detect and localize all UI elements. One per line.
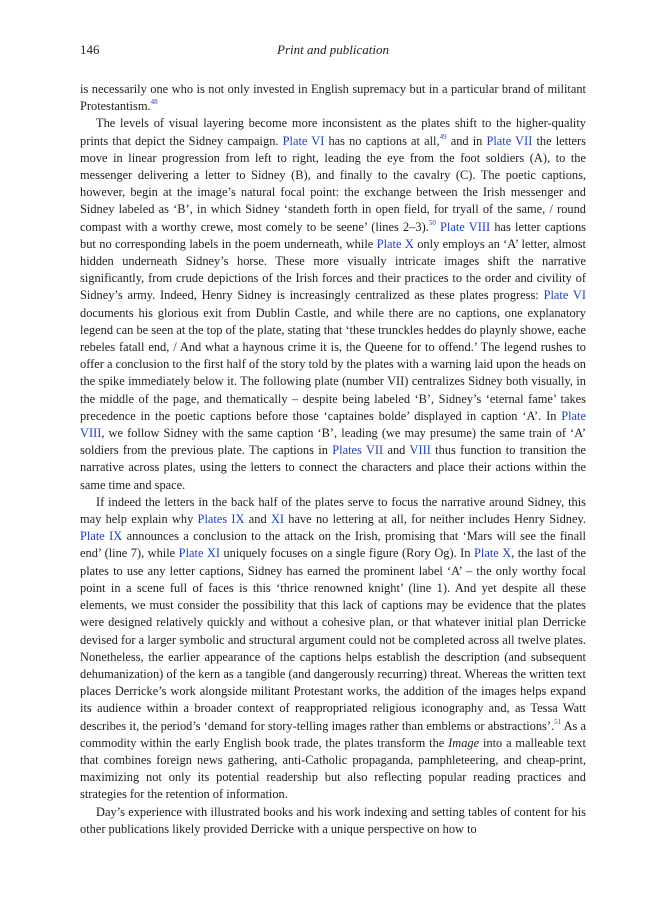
text-run: has no captions at all, [324,133,440,148]
plate-reference-link[interactable]: Plates VII [332,443,384,458]
italic-text: Image [448,735,480,750]
plate-reference-link[interactable]: Plate X [473,546,512,561]
plate-reference-link[interactable]: Plate X [376,236,414,251]
page-number: 146 [80,42,100,57]
paragraph-1 [80,81,586,115]
text-run: and [244,512,271,527]
running-header [80,42,586,62]
text-run: uniquely focuses on a single figure (Rory Og). In [220,546,474,561]
text-run: announces a conclusion to the attack on the Irish, promising that ‘Mars will see the finall end’ (line 7), while [80,529,586,561]
paragraph-4 [80,804,586,838]
text-run: Day’s experience with illustrated books and his work indexing and setting tables of content for his other publications likely provided Derricke with a unique perspective on how to [80,804,586,836]
text-run: thus function to transition the narrative across plates, using the letters to connect the characters and place their actions within the same time and space. [80,443,587,492]
plate-reference-link[interactable]: Plate VIII [440,219,491,234]
text-run: , the last of the plates to use any letter captions, Sidney has earned the prominent label ‘A’ – the only worthy focal point in a scene full of faces is this ‘thrice renowned knight’ (line 1). And yet despite all these elements, we must consider the possibility that this lack of captions may be evidence that the plates were designed relatively quickly and without a cohesive plan, or that whatever initial plan Derricke devised for a larger symbolic and structural argument could not be completed across all twelve plates. Nonetheless, the earlier appearance of the captions helps establish the description (and subsequent dehumanization) of the kern as a tangible (and dangerously recurring) threat. Whereas the written text places Derricke’s work alongside militant Protestant works, the addition of the images helps expand its audience within a broader context of reappropriated religious iconography and, as Tessa Watt describes it, the period’s ‘demand for story-telling images rather than emblems or abstractions’. [80,546,587,733]
text-run: As a commodity within the early English book trade, the plates transform the [80,718,586,750]
plate-reference-link[interactable]: Plate VI [282,133,325,148]
text-run: If indeed the letters in the back half of the plates serve to focus the narrative around Sidney, this may help explain why [80,494,586,527]
text-run: only employs an ‘A’ letter, almost hidden underneath Sidney’s horse. These more visually intricate images shift the narrative significantly, from crude depictions of the Irish forces and their practices to the order and civility of Sidney’s army. Indeed, Henry Sidney is increasingly centralized as these plates progress: [80,236,586,303]
footnote-marker[interactable]: 49 [439,132,447,141]
plate-reference-link[interactable]: Plates IX [197,512,245,527]
plate-reference-link[interactable]: Plate VIII [80,408,586,441]
text-run: documents his glorious exit from Dublin Castle, and while there are no captions, one explanatory legend can be seen at the top of the plate, stating that ‘these trunckles heddes do playnly showe, eache rebeles fatall end, / And what a haynous crime it is, the Queene for to offend.’ The legend rushes to offer a conclusion to the first half of the story told by the plates with a warning laid upon the heads on the spike immediately below it. The following plate (number VII) centralizes Sidney both visually, in the middle of the page, and thematically – despite being labeled ‘B’, Sidney’s ‘eternal fame’ takes precedence in the poetic captions before those ‘captaines bolde’ displayed in caption ‘A’. In [80,305,586,423]
text-run: have no lettering at all, for neither includes Henry Sidney. [284,512,586,527]
text-run: , we follow Sidney with the same caption ‘B’, leading (we may presume) the same train of ‘A’ soldiers from the previous plate. The captions in [80,426,586,458]
footnote-marker[interactable]: 50 [428,218,436,227]
plate-reference-link[interactable]: Plate XI [178,546,220,561]
plate-reference-link[interactable]: VIII [409,443,431,458]
footnote-marker[interactable]: 48 [150,98,158,107]
text-run: and [383,443,410,458]
text-run: the letters move in linear progression from left to right, leading the eye from the foot soldiers (A), to the messenger delivering a letter to Sidney (B), and finally to the cavalry (C). The poetic captions, however, begin at the image’s natural focal point: the exchange between the Irish messenger and Sidney labeled as ‘B’, in which Sidney ‘standeth forth in open field, for tryall of the same, / round compast with a worthy crewe, most comely to be seene’ (lines 2–3). [80,133,586,234]
text-run: is necessarily one who is not only invested in English supremacy but in a particular brand of militant Protestantism. [80,82,586,114]
text-run: and in [446,133,487,148]
plate-reference-link[interactable]: Plate VII [486,133,533,148]
body-text [80,81,586,838]
plate-reference-link[interactable]: XI [270,512,285,527]
footnote-marker[interactable]: 51 [554,717,562,726]
text-run: has letter captions but no corresponding labels in the poem underneath, while [80,219,586,251]
text-run: The levels of visual layering become more inconsistent as the plates shift to the higher-quality prints that depict the Sidney campaign. [80,116,586,148]
text-run: into a malleable text that combines foreign news gathering, anti-Catholic propaganda, pamphleteering, and cheap-print, maximizing not only its potential readership but also reflecting popular reading practices and strategies for the retention of information. [80,735,586,802]
plate-reference-link[interactable]: Plate VI [543,288,586,303]
paragraph-2 [80,115,586,493]
plate-reference-link[interactable]: Plate IX [80,529,123,544]
paragraph-3 [80,494,586,804]
running-title: Print and publication [277,42,389,57]
